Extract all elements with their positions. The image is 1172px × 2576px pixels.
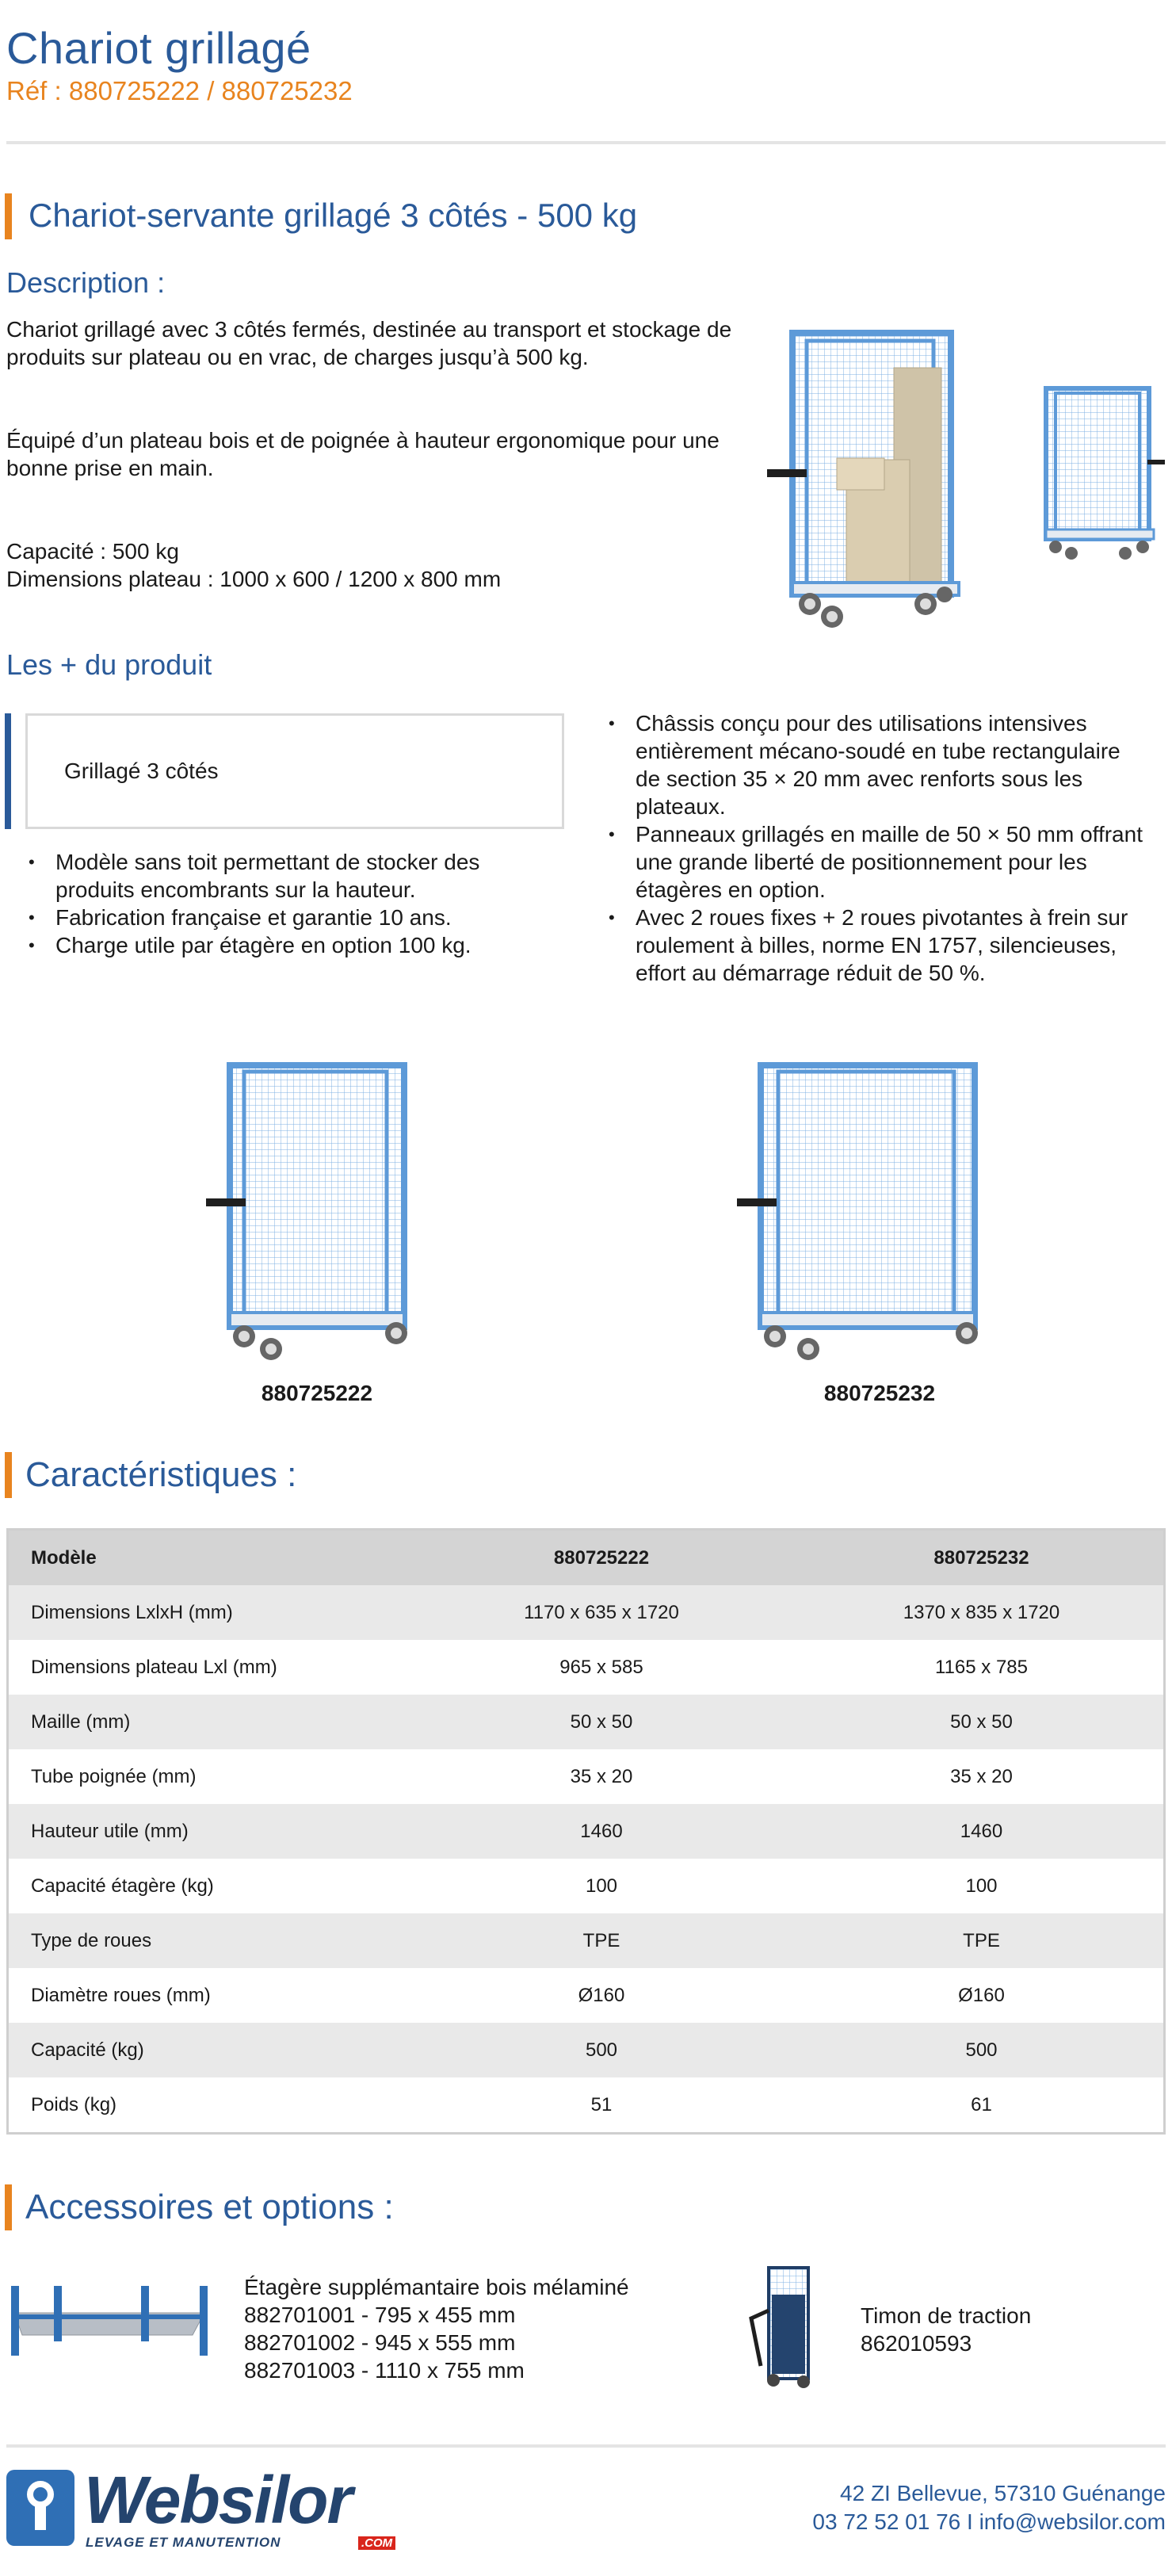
list-item: • Panneaux grillagés en maille de 50 × 50 mm offrant une grande liberté de positionnement pour les étagères en option. bbox=[586, 820, 1149, 904]
list-item: • Charge utile par étagère en option 100 kg. bbox=[6, 931, 553, 959]
table-header-row bbox=[8, 1530, 1165, 1586]
shelf-title: Étagère supplémantaire bois mélaminé bbox=[244, 2275, 629, 2299]
section-accent bbox=[5, 193, 12, 239]
cell-value: 61 bbox=[971, 2093, 992, 2115]
header-cell: 880725222 bbox=[403, 1530, 800, 1586]
features-list-right bbox=[586, 709, 1149, 987]
accessories-heading: Accessoires et options : bbox=[25, 2188, 394, 2226]
highlight-accent bbox=[5, 713, 11, 829]
product-image bbox=[761, 317, 1165, 634]
table-row bbox=[8, 1859, 1165, 1913]
cell-value: 35 x 20 bbox=[570, 1765, 633, 1787]
section-accent bbox=[5, 2184, 12, 2230]
row-label: Tube poignée (mm) bbox=[31, 1765, 197, 1787]
cell-value: 1170 x 635 x 1720 bbox=[403, 1585, 800, 1640]
timon-title: Timon de traction bbox=[861, 2303, 1032, 2328]
websilor-logo bbox=[6, 2463, 450, 2555]
cell-value: 1460 bbox=[403, 1804, 800, 1859]
cell-value: Ø160 bbox=[578, 1984, 625, 2006]
row-label: Dimensions plateau Lxl (mm) bbox=[31, 1656, 277, 1678]
shelf-line: 882701002 - 945 x 555 mm bbox=[244, 2330, 516, 2355]
header-cell: 880725232 bbox=[800, 1530, 1165, 1586]
header-cell: Modèle bbox=[8, 1530, 404, 1586]
footer-address: 42 ZI Bellevue, 57310 Guénange bbox=[840, 2481, 1166, 2505]
list-item: • Fabrication française et garantie 10 ans. bbox=[6, 904, 553, 931]
list-item: • Modèle sans toit permettant de stocker des produits encombrants sur la hauteur. bbox=[6, 848, 553, 904]
table-row bbox=[8, 1585, 1165, 1640]
cell-value: 1165 x 785 bbox=[935, 1656, 1028, 1678]
highlight-text: Grillagé 3 côtés bbox=[64, 759, 219, 783]
row-label: Type de roues bbox=[8, 1913, 404, 1968]
cell-value: Ø160 bbox=[958, 1984, 1005, 2006]
cell-value: TPE bbox=[800, 1913, 1165, 1968]
cell-value: 100 bbox=[965, 1875, 998, 1897]
shelf-image bbox=[6, 2281, 212, 2360]
specs-table bbox=[6, 1528, 1166, 2135]
capacity-text: Capacité : 500 kg bbox=[6, 539, 179, 564]
table-row bbox=[8, 1804, 1165, 1859]
table-row bbox=[8, 1968, 1165, 2023]
product-title: Chariot-servante grillagé 3 côtés - 500 kg bbox=[29, 197, 638, 234]
timon-image bbox=[745, 2263, 816, 2390]
description-heading: Description : bbox=[6, 266, 166, 299]
table-row bbox=[8, 1640, 1165, 1695]
section-accent bbox=[5, 1452, 12, 1498]
row-label: Dimensions LxlxH (mm) bbox=[8, 1585, 404, 1640]
footer-contact: 03 72 52 01 76 I info@websilor.com bbox=[812, 2509, 1166, 2534]
row-label: Poids (kg) bbox=[31, 2093, 117, 2115]
table-row bbox=[8, 1695, 1165, 1749]
table-row bbox=[8, 2023, 1165, 2077]
list-item: • Châssis conçu pour des utilisations intensives entièrement mécano-soudé en tube rectangulaire de section 35 × 20 mm avec renforts sous les plateaux. bbox=[586, 709, 1149, 820]
table-row bbox=[8, 1749, 1165, 1804]
cell-value: 1370 x 835 x 1720 bbox=[800, 1585, 1165, 1640]
cell-value: 50 x 50 bbox=[800, 1695, 1165, 1749]
cell-value: 500 bbox=[403, 2023, 800, 2077]
divider bbox=[6, 2444, 1166, 2448]
model-caption-left: 880725222 bbox=[261, 1381, 373, 1405]
shelf-line: 882701003 - 1110 x 755 mm bbox=[244, 2358, 525, 2383]
cell-value: 500 bbox=[800, 2023, 1165, 2077]
features-heading: Les + du produit bbox=[6, 648, 212, 681]
shelf-line: 882701001 - 795 x 455 mm bbox=[244, 2303, 516, 2327]
dimensions-text: Dimensions plateau : 1000 x 600 / 1200 x 800 mm bbox=[6, 567, 502, 591]
table-row bbox=[8, 1913, 1165, 1968]
row-label: Capacité (kg) bbox=[8, 2023, 404, 2077]
row-label: Hauteur utile (mm) bbox=[8, 1804, 404, 1859]
logo-tagline: LEVAGE ET MANUTENTION bbox=[86, 2535, 281, 2550]
product-ref: Réf : 880725222 / 880725232 bbox=[6, 76, 353, 105]
model-880725222-image bbox=[198, 1054, 436, 1363]
model-caption-right: 880725232 bbox=[823, 1381, 936, 1405]
highlight-box bbox=[25, 713, 564, 829]
cell-value: 965 x 585 bbox=[559, 1656, 643, 1678]
cell-value: 35 x 20 bbox=[950, 1765, 1013, 1787]
cell-value: 1460 bbox=[800, 1804, 1165, 1859]
cell-value: 51 bbox=[590, 2093, 613, 2115]
description-p2: Équipé d’un plateau bois et de poignée à hauteur ergonomique pour une bonne prise en main. bbox=[6, 428, 720, 480]
table-row bbox=[8, 2077, 1165, 2134]
specs-heading: Caractéristiques : bbox=[25, 1455, 297, 1494]
cell-value: TPE bbox=[403, 1913, 800, 1968]
hook-icon bbox=[6, 2470, 74, 2546]
logo-wordmark: Websilor bbox=[84, 2463, 352, 2537]
list-item: • Avec 2 roues fixes + 2 roues pivotantes à frein sur roulement à billes, norme EN 1757, silencieuses, effort au démarrage réduit de 50 %. bbox=[586, 904, 1149, 987]
logo-domain: .COM bbox=[358, 2536, 395, 2550]
divider bbox=[6, 141, 1166, 144]
timon-ref: 862010593 bbox=[861, 2331, 972, 2356]
cell-value: 100 bbox=[585, 1875, 618, 1897]
model-880725232-image bbox=[729, 1054, 998, 1363]
row-label: Capacité étagère (kg) bbox=[31, 1875, 214, 1897]
row-label: Diamètre roues (mm) bbox=[31, 1984, 211, 2006]
row-label: Maille (mm) bbox=[8, 1695, 404, 1749]
features-list-left bbox=[6, 848, 553, 959]
cell-value: 50 x 50 bbox=[403, 1695, 800, 1749]
description-p1: Chariot grillagé avec 3 côtés fermés, destinée au transport et stockage de produits sur plateau ou en vrac, de charges jusqu’à 500 kg. bbox=[6, 317, 732, 369]
page-title: Chariot grillagé bbox=[6, 23, 311, 73]
